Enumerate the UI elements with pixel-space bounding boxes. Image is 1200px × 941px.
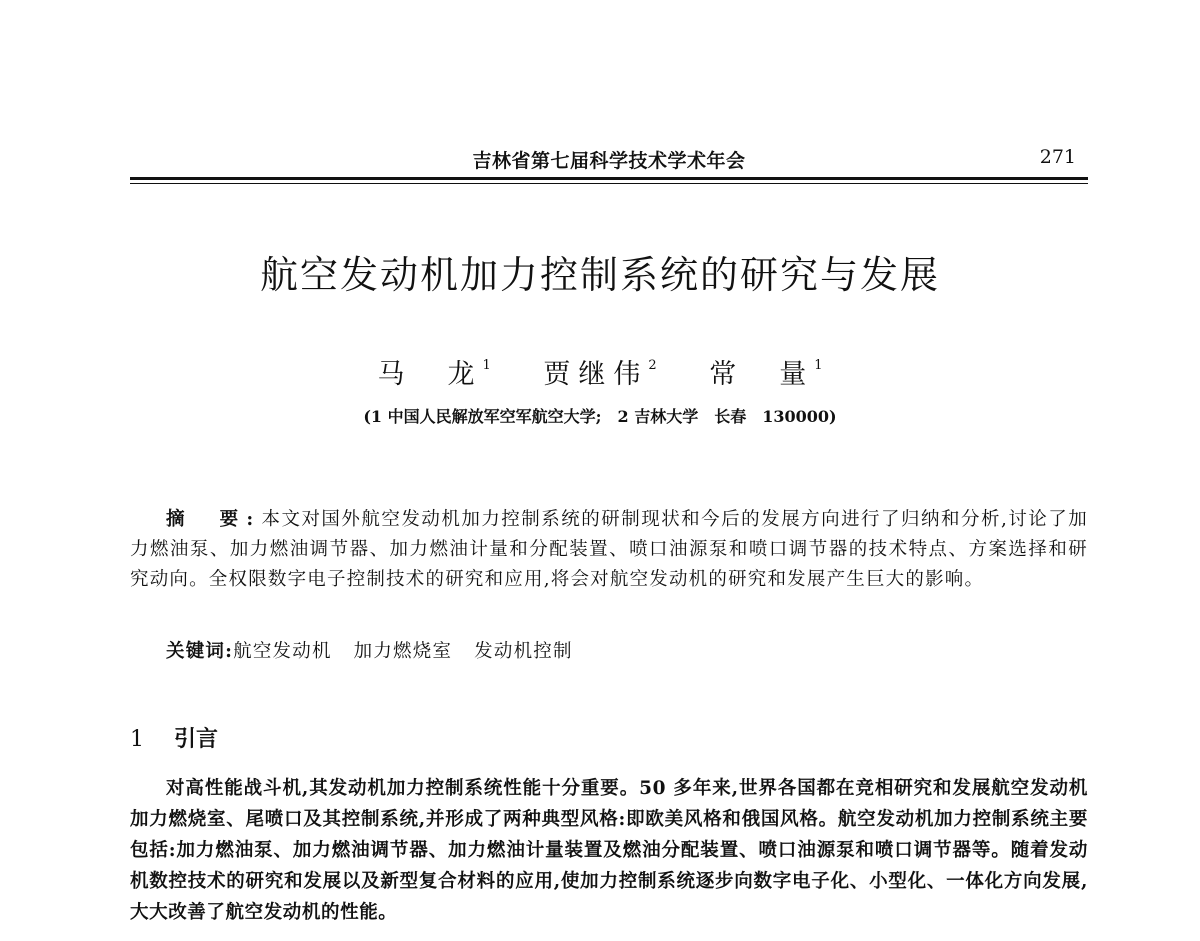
author bbox=[709, 352, 822, 391]
header-rule-thin bbox=[130, 183, 1088, 184]
section-title: 引言 bbox=[174, 726, 219, 752]
author-affiliation-mark: 1 bbox=[814, 358, 823, 373]
keywords bbox=[130, 637, 1124, 667]
abstract-text: 本文对国外航空发动机加力控制系统的研制现状和今后的发展方向进行了归纳和分析,讨论了加力燃油泵、加力燃油调节器、加力燃油计量和分配装置、喷口油源泵和喷口调节器的技术特点、方案选择和研究动向。全权限数字电子控制技术的研究和应用,将会对航空发动机的研究和发展产生巨大的影响。 bbox=[130, 509, 1088, 590]
author bbox=[543, 352, 656, 391]
author-name: 马 龙 bbox=[377, 359, 483, 390]
author bbox=[377, 352, 490, 391]
running-header bbox=[130, 146, 1088, 174]
author-list bbox=[0, 352, 1200, 391]
keyword: 航空发动机 bbox=[233, 641, 332, 662]
header-rule-thick bbox=[130, 177, 1088, 180]
author-affiliation-mark: 1 bbox=[482, 358, 491, 373]
author-name: 贾继伟 bbox=[543, 359, 649, 390]
section-heading bbox=[130, 722, 218, 753]
author-affiliation-mark: 2 bbox=[648, 358, 657, 373]
abstract-label: 摘 要: bbox=[166, 509, 262, 530]
author-name: 常 量 bbox=[709, 359, 815, 390]
page-number: 271 bbox=[1039, 146, 1076, 168]
keyword: 发动机控制 bbox=[474, 641, 573, 662]
keywords-label: 关键词: bbox=[166, 641, 234, 662]
body-paragraph: 对高性能战斗机,其发动机加力控制系统性能十分重要。50 多年来,世界各国都在竞相研究和发展航空发动机加力燃烧室、尾喷口及其控制系统,并形成了两种典型风格:即欧美风格和俄国风格。航空发动机加力控制系统主要包括:加力燃油泵、加力燃油调节器、加力燃油计量装置及燃油分配装置、喷口油源泵和喷口调节器等。随着发动机数控技术的研究和发展以及新型复合材料的应用,使加力控制系统逐步向数字电子化、小型化、一体化方向发展,大大改善了航空发动机的性能。 bbox=[130, 778, 1088, 923]
header-title: 吉林省第七届科学技术学术年会 bbox=[472, 150, 746, 172]
abstract bbox=[130, 505, 1088, 595]
section-number: 1 bbox=[130, 727, 144, 752]
affiliation: (1 中国人民解放军空军航空大学; 2 吉林大学 长春 130000) bbox=[363, 407, 837, 426]
keyword: 加力燃烧室 bbox=[353, 641, 453, 662]
paper-title: 航空发动机加力控制系统的研究与发展 bbox=[259, 253, 940, 297]
